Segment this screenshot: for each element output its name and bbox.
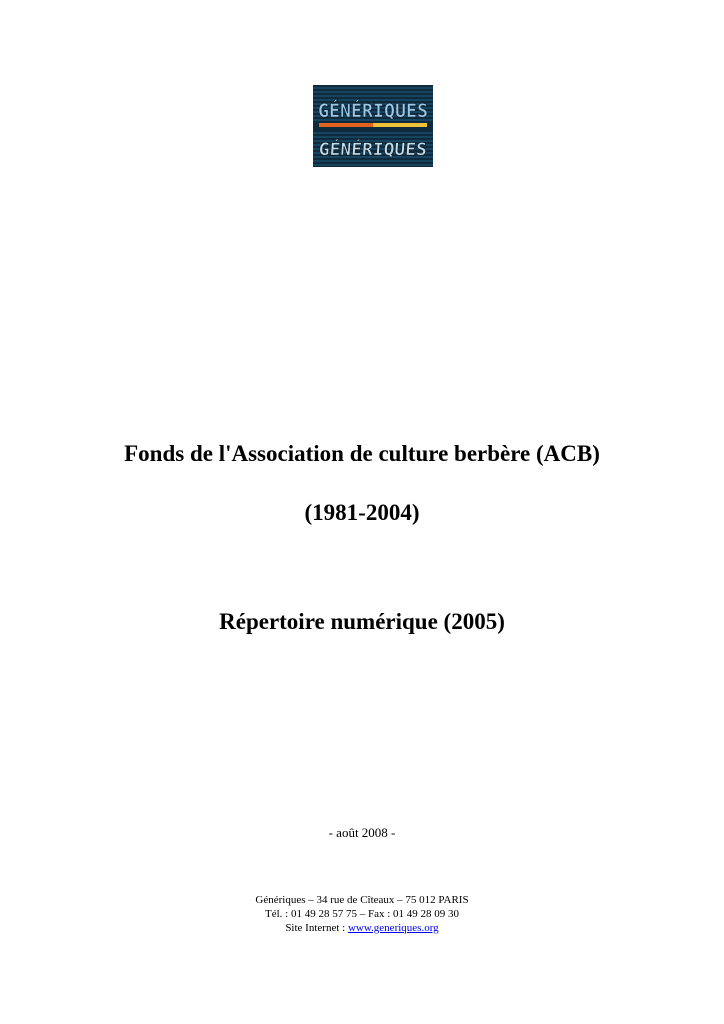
footer-website-label: Site Internet : [285,922,348,934]
generiques-logo [313,85,433,167]
footer-contact [0,893,724,935]
document-dates: (1981-2004) [304,500,420,525]
document-subtitle: Répertoire numérique (2005) [219,609,505,634]
generiques-logo-graphic [313,85,433,167]
footer-phone: Tél. : 01 49 28 57 75 – Fax : 01 49 28 09 30 [264,908,460,920]
footer-address: Génériques – 34 rue de Cîteaux – 75 012 PARIS [255,894,469,906]
footer-website [0,921,724,935]
document-title: Fonds de l'Association de culture berbère (ACB) [124,441,600,466]
logo-top-text: GÉNÉRIQUES [318,100,433,122]
logo-bottom-text: GÉNÉRIQUES [318,140,422,160]
edition-date: - août 2008 - [328,825,396,840]
website-link[interactable]: www.generiques.org [347,922,439,934]
